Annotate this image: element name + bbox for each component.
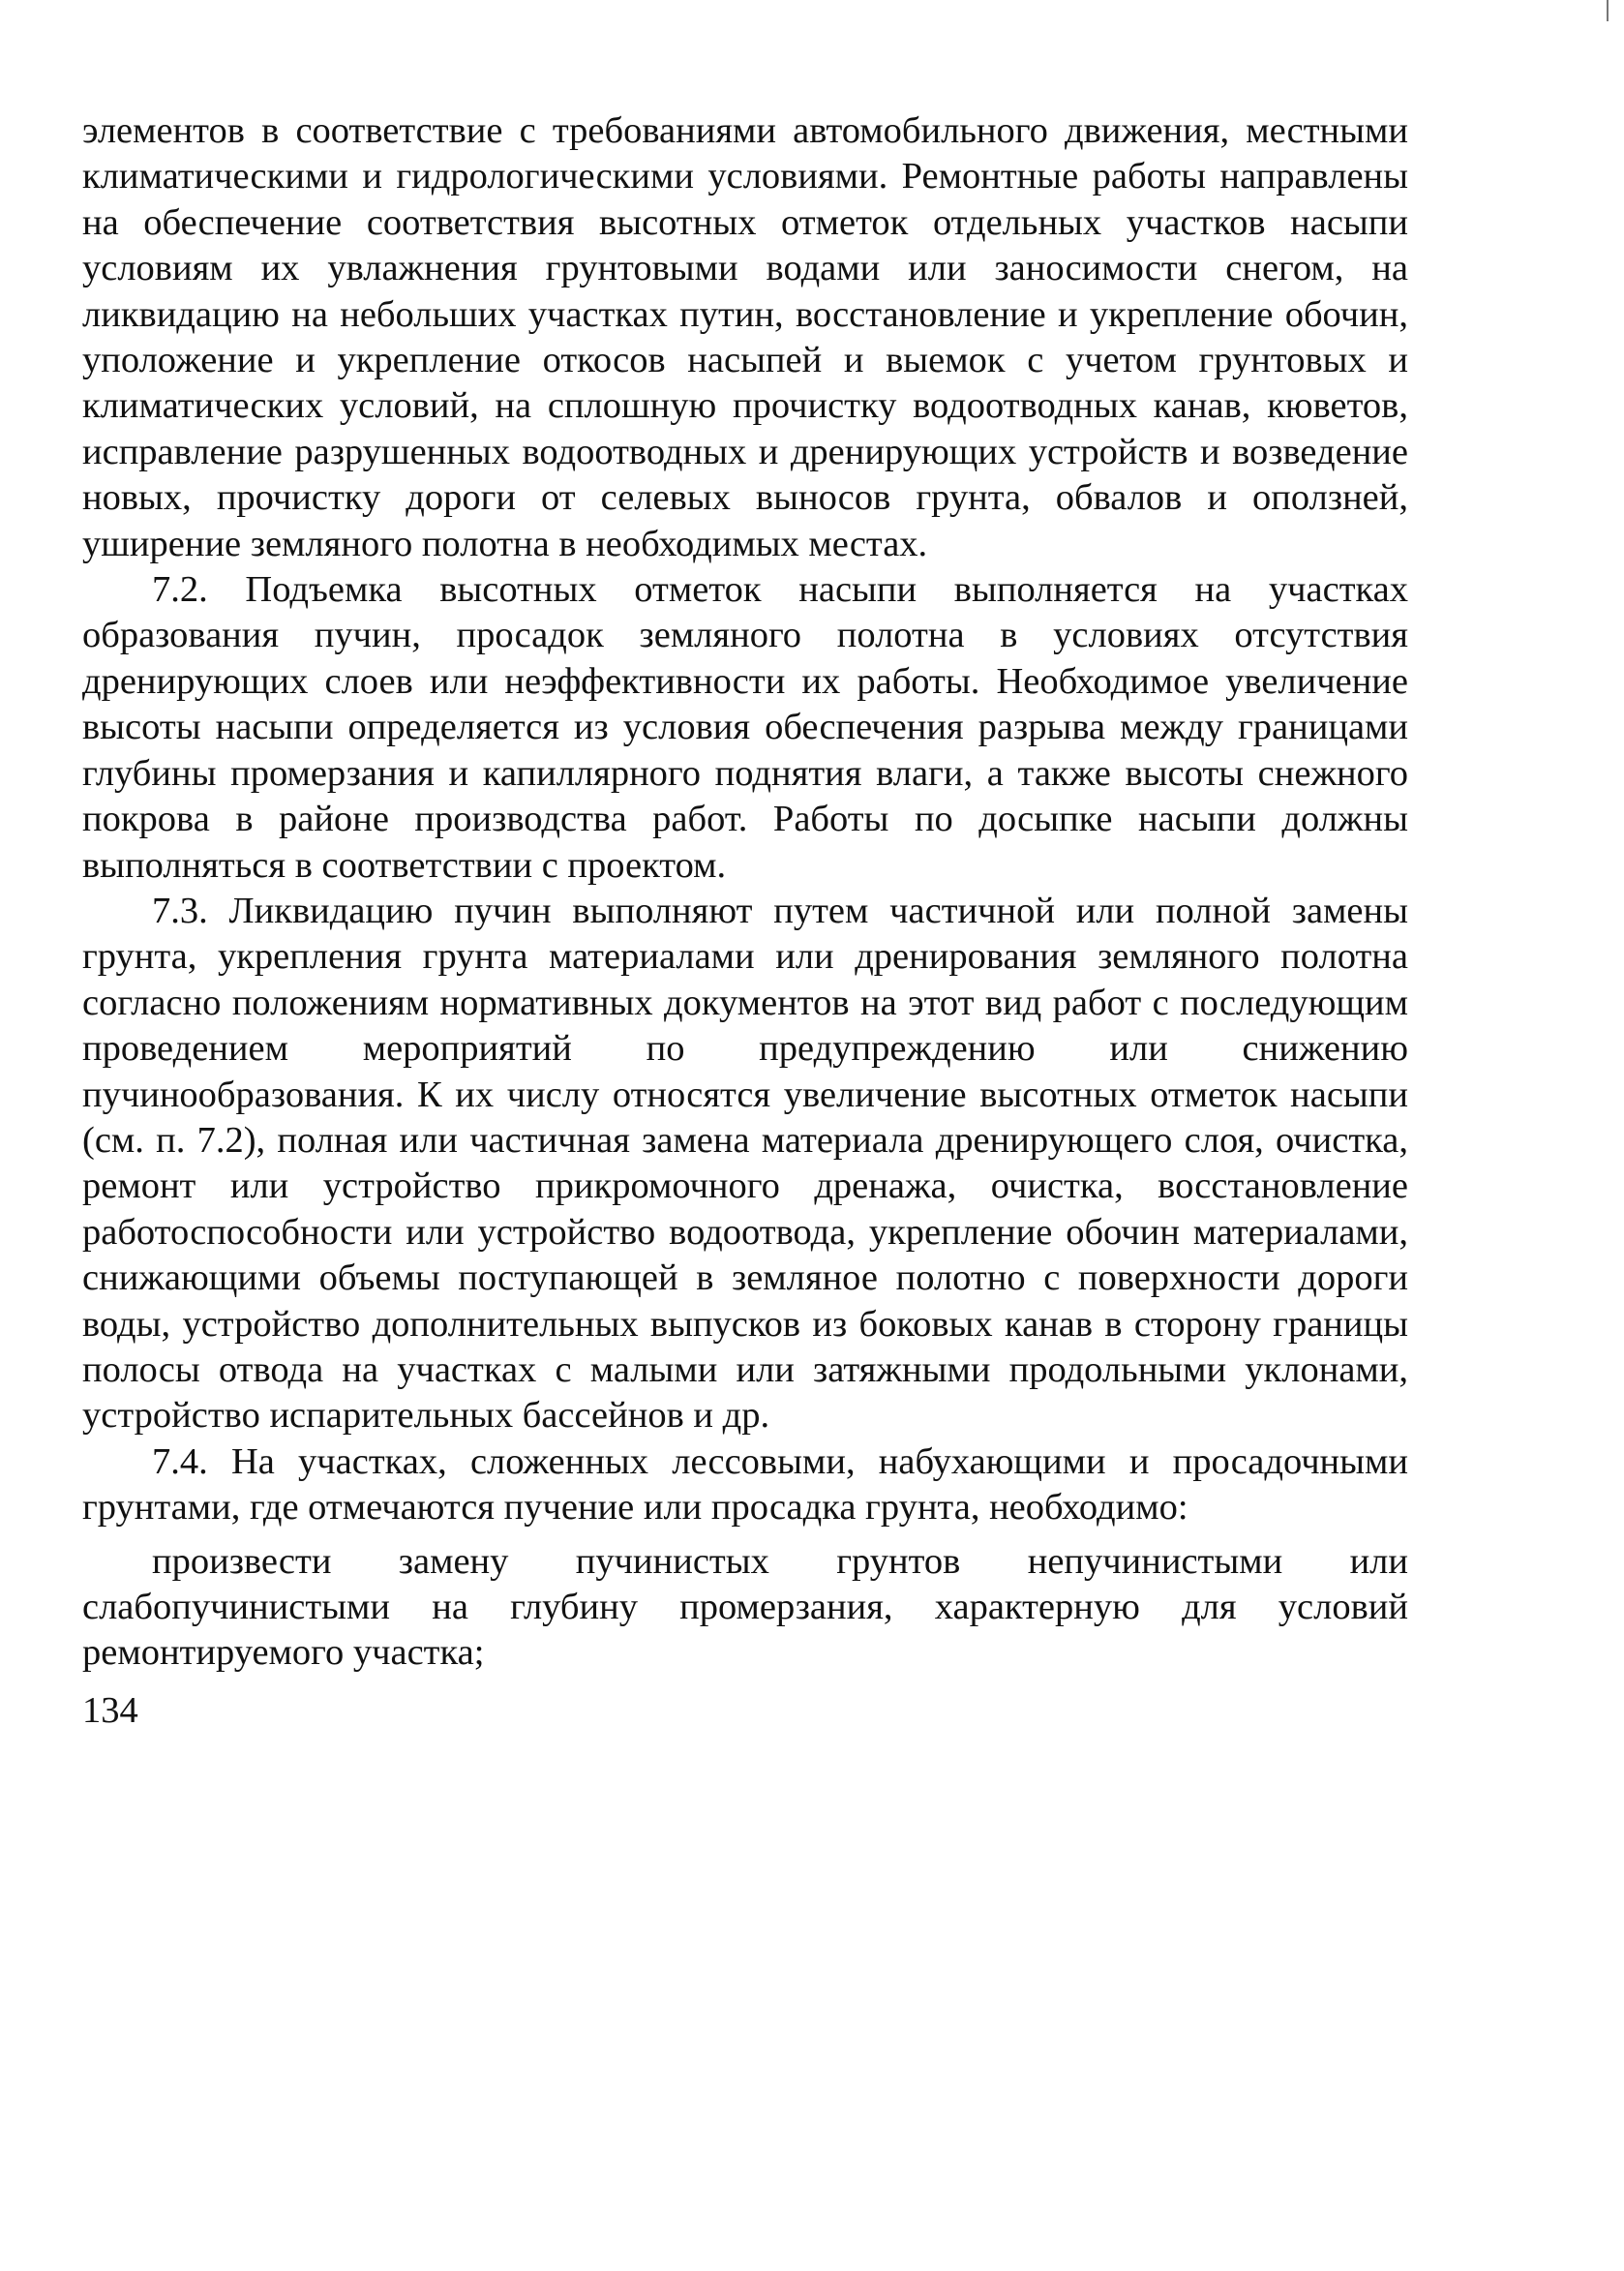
paragraph-continuation: элементов в соответствие с требованиями автомобильного движения, местными климатическими и гидрологическими условиями. Ремонтные работы направлены на обеспечение соответствия высотных отметок отдельных участков насыпи условиям их увлажнения грунтовыми водами или заносимости снегом, на ликвидацию на небольших участках путин, восстановление и укрепление обочин, уположение и укрепление откосов насыпей и выемок с учетом грунтовых и климатических условий, на сплошную прочистку водоотводных канав, кюветов, исправление разрушенных водоотводных и дренирующих устройств и возведение новых, прочистку дороги от селевых выносов грунта, обвалов и оползней, уширение земляного полотна в необходимых местах. [82, 110, 1408, 564]
document-page [82, 108, 1408, 1734]
list-item-soil-replacement: произвести замену пучинистых грунтов непучинистыми или слабопучинистыми на глубину промерзания, характерную для условий ремонтируемого участка; [82, 1540, 1408, 1674]
paragraph-7-3: 7.3. Ликвидацию пучин выполняют путем частичной или полной замены грунта, укрепления грунта материалами или дренирования земляного полотна согласно положениям нормативных документов на этот вид работ с последующим проведением мероприятий по предупреждению или снижению пучинообразования. К их числу относятся увеличение высотных отметок насыпи (см. п. 7.2), полная или частичная замена материала дренирующего слоя, очистка, ремонт или устройство прикромочного дренажа, очистка, восстановление работоспособности или устройство водоотвода, укрепление обочин материалами, снижающими объемы поступающей в земляное полотно с поверхности дороги воды, устройство дополнительных выпусков из боковых канав в сторону границы полосы отвода на участках с малыми или затяжными продольными уклонами, устройство испарительных бассейнов и др. [82, 890, 1408, 1437]
paragraph-7-4: 7.4. На участках, сложенных лессовыми, набухающими и просадочными грунтами, где отмечаются пучение или просадка грунта, необходимо: [82, 1440, 1408, 1529]
paragraph-7-2: 7.2. Подъемка высотных отметок насыпи выполняется на участках образования пучин, просадок земляного полотна в условиях отсутствия дренирующих слоев или неэффективности их работы. Необходимое увеличение высоты насыпи определяется из условия обеспечения разрыва между границами глубины промерзания и капиллярного поднятия влаги, а также высоты снежного покрова в районе производства работ. Работы по досыпке насыпи должны выполняться в соответствии с проектом. [82, 569, 1408, 886]
page-number: 134 [82, 1689, 138, 1731]
scan-edge-mark [1607, 0, 1609, 21]
